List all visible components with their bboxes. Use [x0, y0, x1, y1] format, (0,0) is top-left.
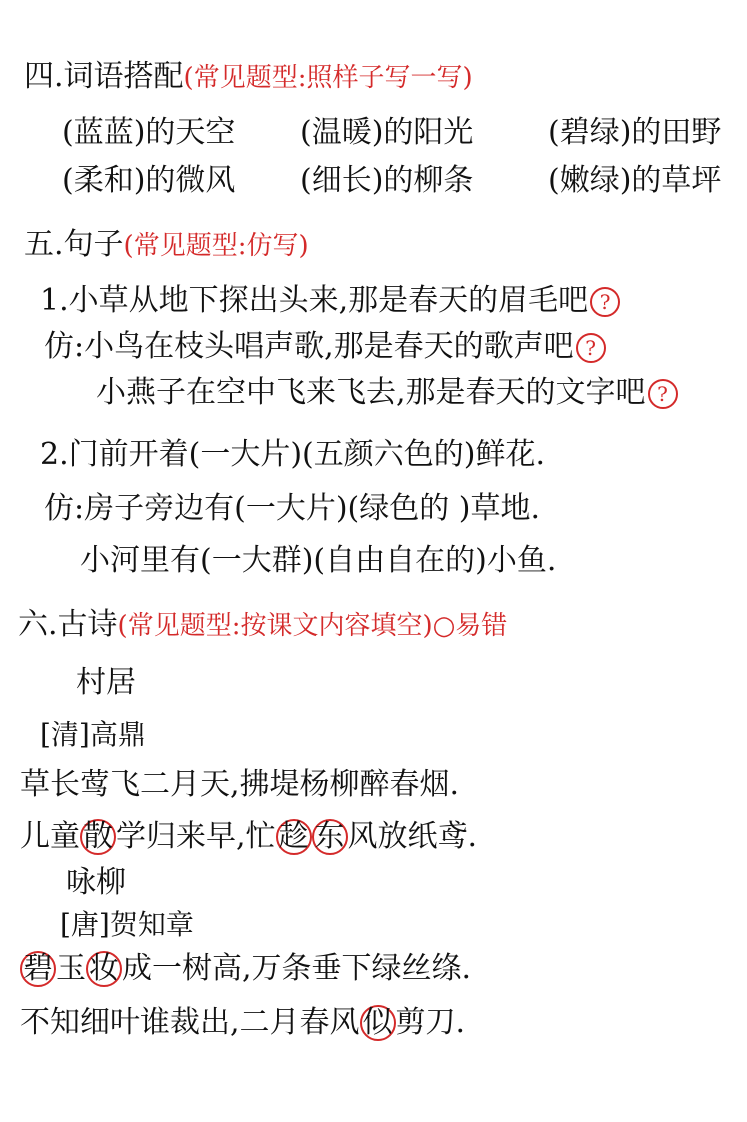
section6-title: 六.古诗: [18, 607, 118, 642]
pair-rest: 的微风: [145, 163, 236, 198]
pair-item: [548, 114, 721, 152]
poem-text: 学归来早,忙: [116, 819, 276, 854]
sentence2-imitation2: [80, 542, 556, 580]
sentence2-text: 2.门前开着(一大片)(五颜六色的)鲜花.: [40, 437, 545, 472]
section5-note: (常见题型:仿写): [123, 231, 309, 261]
imitation-text: 小燕子在空中飞来飞去,那是春天的文字吧: [96, 375, 646, 410]
pair-fill: (柔和): [62, 163, 146, 198]
sentence1: [40, 282, 620, 320]
pair-fill: (碧绿): [548, 115, 632, 150]
sentence2: [40, 436, 545, 474]
section6-note-error-prone: ○易错: [432, 611, 508, 641]
pair-item: [300, 114, 473, 152]
pair-fill: (嫩绿): [548, 163, 632, 198]
pair-rest: 的柳条: [383, 163, 474, 198]
sentence1-imitation1: [44, 328, 606, 366]
imitation-text: 小鸟在枝头唱声歌,那是春天的歌声吧: [84, 329, 574, 364]
sentence2-imitation1: [44, 490, 540, 528]
section4-title: 四.词语搭配: [24, 59, 184, 94]
imitation-text: 小河里有(一大群)(自由自在的)小鱼.: [80, 543, 557, 578]
section6-note: (常见题型:按课文内容填空): [117, 611, 433, 641]
poem2-author: [唐]贺知章: [60, 908, 194, 941]
circled-char: 东: [312, 819, 348, 855]
pair-fill: (温暖): [300, 115, 384, 150]
poem-text: 成一树高,万条垂下绿丝绦.: [122, 951, 472, 986]
imitation-label: 仿:: [44, 329, 85, 364]
circled-char: 碧: [20, 951, 56, 987]
section4-note: (常见题型:照样子写一写): [183, 63, 473, 93]
circled-char: 妆: [86, 951, 122, 987]
question-circle-icon: ?: [590, 287, 620, 317]
section5-heading: [24, 226, 309, 265]
poem2-title: 咏柳: [66, 865, 126, 900]
pair-rest: 的草坪: [631, 163, 722, 198]
poem2-line1: [20, 950, 471, 988]
question-circle-icon: ?: [576, 333, 606, 363]
pair-rest: 的田野: [631, 115, 722, 150]
poem-text: 儿童: [20, 819, 80, 854]
poem-text: 玉: [56, 951, 86, 986]
poem1-line2: [20, 818, 477, 856]
pair-item: [548, 162, 721, 200]
circled-char: 散: [80, 819, 116, 855]
pair-item: [62, 162, 235, 200]
circled-char: 趁: [276, 819, 312, 855]
pair-item: [62, 114, 235, 152]
pair-item: [300, 162, 473, 200]
pair-fill: (细长): [300, 163, 384, 198]
section4-heading: [24, 58, 473, 97]
pair-rest: 的天空: [145, 115, 236, 150]
question-circle-icon: ?: [648, 379, 678, 409]
pair-rest: 的阳光: [383, 115, 474, 150]
poem2-line2: [20, 1004, 465, 1042]
section6-heading: [18, 606, 507, 645]
poem1-title: 村居: [76, 665, 136, 700]
poem-text: 剪刀.: [395, 1005, 466, 1040]
pair-fill: (蓝蓝): [62, 115, 146, 150]
imitation-label: 仿:: [44, 491, 85, 526]
poem-text: 风放纸鸢.: [347, 819, 478, 854]
poem-text: 不知细叶谁裁出,二月春风: [20, 1005, 360, 1040]
poem1-author: [清]高鼎: [40, 718, 146, 751]
poem1-line1: 草长莺飞二月天,拂堤杨柳醉春烟.: [20, 767, 460, 802]
circled-char: 似: [360, 1005, 396, 1041]
sentence1-text: 1.小草从地下探出头来,那是春天的眉毛吧: [40, 283, 589, 318]
imitation-text: 房子旁边有(一大片)(绿色的 )草地.: [84, 491, 540, 526]
section5-title: 五.句子: [24, 227, 124, 262]
sentence1-imitation2: [96, 374, 678, 412]
